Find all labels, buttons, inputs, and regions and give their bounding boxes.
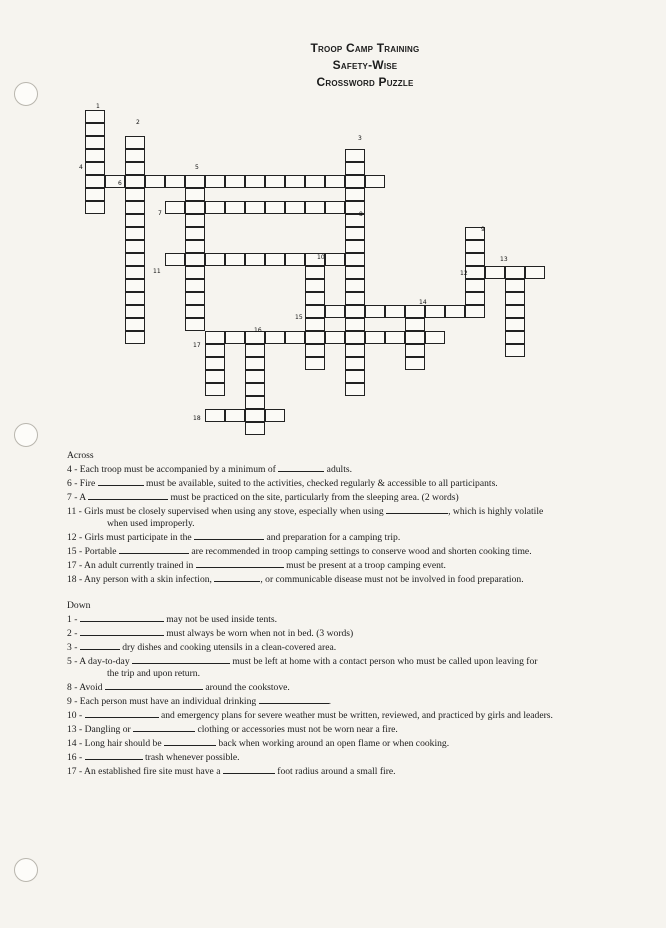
answer-blank[interactable]	[105, 680, 203, 690]
grid-cell[interactable]	[345, 162, 365, 175]
clue-text: may not be used inside tents.	[163, 614, 278, 625]
down-clue	[67, 640, 647, 654]
answer-blank[interactable]	[88, 490, 168, 500]
grid-cell[interactable]	[305, 331, 325, 344]
grid-cell[interactable]	[265, 175, 285, 188]
grid-cell[interactable]	[85, 136, 105, 149]
grid-cell[interactable]	[505, 279, 525, 292]
grid-cell[interactable]	[325, 201, 345, 214]
grid-cell[interactable]	[325, 331, 345, 344]
grid-cell[interactable]	[165, 175, 185, 188]
clue-list	[67, 450, 647, 778]
down-clue	[67, 736, 647, 750]
grid-cell[interactable]	[485, 266, 505, 279]
grid-cell[interactable]	[305, 201, 325, 214]
answer-blank[interactable]	[223, 764, 275, 774]
grid-cell[interactable]	[125, 136, 145, 149]
clue-text: clothing or accessories must not be worn near a fire.	[195, 724, 398, 735]
across-clue	[67, 572, 647, 586]
grid-cell[interactable]	[505, 292, 525, 305]
grid-cell[interactable]	[365, 305, 385, 318]
clue-number-label: 9	[481, 226, 485, 233]
binder-hole	[14, 423, 38, 447]
clue-text: 17 - An established fire site must have a	[67, 766, 223, 777]
grid-cell[interactable]	[405, 305, 425, 318]
grid-cell[interactable]	[345, 318, 365, 331]
clue-text: , which is highly volatile	[448, 506, 544, 517]
answer-blank[interactable]	[164, 736, 216, 746]
grid-cell[interactable]	[125, 175, 145, 188]
grid-cell[interactable]	[345, 331, 365, 344]
grid-cell[interactable]	[345, 279, 365, 292]
grid-cell[interactable]	[185, 240, 205, 253]
clue-text: foot radius around a small fire.	[274, 766, 396, 777]
across-clue	[67, 462, 647, 476]
grid-cell[interactable]	[345, 253, 365, 266]
grid-cell[interactable]	[345, 357, 365, 370]
clue-number-label: 8	[359, 211, 363, 218]
grid-cell[interactable]	[205, 370, 225, 383]
grid-cell[interactable]	[125, 188, 145, 201]
grid-cell[interactable]	[205, 253, 225, 266]
grid-cell[interactable]	[265, 331, 285, 344]
grid-cell[interactable]	[245, 422, 265, 435]
grid-cell[interactable]	[385, 305, 405, 318]
clue-text: .	[328, 696, 331, 707]
clue-text: and preparation for a camping trip.	[264, 532, 401, 543]
grid-cell[interactable]	[185, 253, 205, 266]
answer-blank[interactable]	[196, 558, 284, 568]
grid-cell[interactable]	[285, 201, 305, 214]
clue-text: back when working around an open flame or when cooking.	[216, 738, 450, 749]
grid-cell[interactable]	[465, 279, 485, 292]
grid-cell[interactable]	[345, 292, 365, 305]
grid-cell[interactable]	[305, 266, 325, 279]
grid-cell[interactable]	[345, 227, 365, 240]
clue-text: 15 - Portable	[67, 546, 119, 557]
clue-text: trash whenever possible.	[142, 752, 240, 763]
clue-number-label: 5	[195, 164, 199, 171]
clue-text: 5 - A day-to-day	[67, 656, 133, 667]
grid-cell[interactable]	[345, 149, 365, 162]
clue-text: and emergency plans for severe weather must be written, reviewed, and practiced by girls and leaders.	[158, 710, 553, 721]
across-clue	[67, 530, 647, 544]
clue-text: 8 - Avoid	[67, 682, 105, 693]
clue-number-label: 15	[295, 314, 303, 321]
clue-text: 9 - Each person must have an individual drinking	[67, 696, 259, 707]
across-clue	[67, 504, 647, 518]
grid-cell[interactable]	[425, 331, 445, 344]
grid-cell[interactable]	[245, 201, 265, 214]
clue-number-label: 16	[254, 327, 262, 334]
grid-cell[interactable]	[405, 331, 425, 344]
grid-cell[interactable]	[505, 305, 525, 318]
down-clue	[67, 626, 647, 640]
clue-number-label: 7	[158, 210, 162, 217]
grid-cell[interactable]	[125, 149, 145, 162]
grid-cell[interactable]	[405, 344, 425, 357]
clue-text: 16 -	[67, 752, 85, 763]
grid-cell[interactable]	[245, 357, 265, 370]
answer-blank[interactable]	[259, 694, 329, 704]
clue-text: 7 - A	[67, 492, 89, 503]
grid-cell[interactable]	[365, 331, 385, 344]
clue-text: 12 - Girls must participate in the	[67, 532, 195, 543]
answer-blank[interactable]	[80, 612, 164, 622]
clue-text: 1 -	[67, 614, 80, 625]
grid-cell[interactable]	[265, 253, 285, 266]
down-clues	[67, 612, 647, 778]
answer-blank[interactable]	[278, 462, 324, 472]
clue-text: 13 - Dangling or	[67, 724, 134, 735]
answer-blank[interactable]	[85, 750, 143, 760]
grid-cell[interactable]	[145, 175, 165, 188]
grid-cell[interactable]	[125, 253, 145, 266]
grid-cell[interactable]	[465, 240, 485, 253]
clue-number-label: 13	[500, 256, 508, 263]
clue-text: 18 - Any person with a skin infection,	[67, 574, 215, 585]
answer-blank[interactable]	[214, 572, 260, 582]
across-clue	[67, 490, 647, 504]
grid-cell[interactable]	[85, 149, 105, 162]
grid-cell[interactable]	[85, 123, 105, 136]
grid-cell[interactable]	[185, 175, 205, 188]
grid-cell[interactable]	[85, 110, 105, 123]
across-clue	[67, 476, 647, 490]
grid-cell[interactable]	[185, 318, 205, 331]
grid-cell[interactable]	[525, 266, 545, 279]
clue-number-label: 3	[358, 135, 362, 142]
grid-cell[interactable]	[205, 175, 225, 188]
answer-blank[interactable]	[119, 544, 189, 554]
clue-text: , or communicable disease must not be involved in food preparation.	[260, 574, 524, 585]
grid-cell[interactable]	[85, 201, 105, 214]
clue-text: the trip and upon return.	[107, 668, 200, 679]
grid-cell[interactable]	[325, 253, 345, 266]
grid-cell[interactable]	[125, 227, 145, 240]
grid-cell[interactable]	[425, 305, 445, 318]
clue-number-label: 2	[136, 119, 140, 126]
grid-cell[interactable]	[245, 344, 265, 357]
grid-cell[interactable]	[185, 292, 205, 305]
clue-text: 4 - Each troop must be accompanied by a minimum of	[67, 464, 279, 475]
grid-cell[interactable]	[465, 253, 485, 266]
down-heading: Down	[67, 600, 91, 611]
grid-cell[interactable]	[245, 253, 265, 266]
grid-cell[interactable]	[325, 175, 345, 188]
grid-cell[interactable]	[285, 253, 305, 266]
clue-number-label: 1	[96, 103, 100, 110]
clue-text: 14 - Long hair should be	[67, 738, 164, 749]
down-clue	[67, 680, 647, 694]
grid-cell[interactable]	[285, 331, 305, 344]
grid-cell[interactable]	[125, 162, 145, 175]
grid-cell[interactable]	[265, 201, 285, 214]
grid-cell[interactable]	[505, 331, 525, 344]
clue-text: dry dishes and cooking utensils in a clean-covered area.	[119, 642, 337, 653]
binder-hole	[14, 858, 38, 882]
clue-text: 2 -	[67, 628, 80, 639]
grid-cell[interactable]	[125, 331, 145, 344]
grid-cell[interactable]	[305, 318, 325, 331]
down-clue	[67, 764, 647, 778]
grid-cell[interactable]	[285, 175, 305, 188]
clue-number-label: 12	[460, 270, 468, 277]
grid-cell[interactable]	[185, 227, 205, 240]
answer-blank[interactable]	[133, 722, 195, 732]
grid-cell[interactable]	[245, 409, 265, 422]
grid-cell[interactable]	[345, 305, 365, 318]
grid-cell[interactable]	[125, 305, 145, 318]
grid-cell[interactable]	[85, 188, 105, 201]
grid-cell[interactable]	[345, 370, 365, 383]
grid-cell[interactable]	[305, 292, 325, 305]
grid-cell[interactable]	[185, 188, 205, 201]
clue-number-label: 11	[153, 268, 161, 275]
grid-cell[interactable]	[125, 318, 145, 331]
grid-cell[interactable]	[345, 344, 365, 357]
grid-cell[interactable]	[185, 214, 205, 227]
grid-cell[interactable]	[205, 357, 225, 370]
clue-number-label: 4	[79, 164, 83, 171]
answer-blank[interactable]	[194, 530, 264, 540]
grid-cell[interactable]	[205, 383, 225, 396]
answer-blank[interactable]	[85, 708, 159, 718]
grid-cell[interactable]	[125, 214, 145, 227]
clue-text: 17 - An adult currently trained in	[67, 560, 196, 571]
grid-cell[interactable]	[465, 305, 485, 318]
down-clue	[67, 722, 647, 736]
down-clue	[67, 750, 647, 764]
title-line-1: Troop Camp Training	[310, 41, 420, 55]
clue-text: must be available, suited to the activities, checked regularly & accessible to all participants.	[143, 478, 498, 489]
grid-cell[interactable]	[205, 344, 225, 357]
grid-cell[interactable]	[165, 253, 185, 266]
clue-number-label: 10	[317, 254, 325, 261]
clue-text: 6 - Fire	[67, 478, 98, 489]
grid-cell[interactable]	[505, 344, 525, 357]
down-clue	[67, 708, 647, 722]
grid-cell[interactable]	[405, 357, 425, 370]
binder-hole	[14, 82, 38, 106]
grid-cell[interactable]	[225, 253, 245, 266]
grid-cell[interactable]	[205, 331, 225, 344]
grid-cell[interactable]	[325, 305, 345, 318]
clue-number-label: 6	[118, 180, 122, 187]
grid-cell[interactable]	[465, 266, 485, 279]
grid-cell[interactable]	[185, 266, 205, 279]
across-clues	[67, 462, 647, 586]
grid-cell[interactable]	[445, 305, 465, 318]
grid-cell[interactable]	[345, 383, 365, 396]
grid-cell[interactable]	[225, 175, 245, 188]
grid-cell[interactable]	[205, 409, 225, 422]
clue-text: 11 - Girls must be closely supervised when using any stove, especially when using	[67, 506, 387, 517]
grid-cell[interactable]	[225, 409, 245, 422]
grid-cell[interactable]	[125, 201, 145, 214]
grid-cell[interactable]	[505, 266, 525, 279]
clue-text: must be practiced on the site, particularly from the sleeping area. (2 words)	[168, 492, 459, 503]
grid-cell[interactable]	[225, 331, 245, 344]
grid-cell[interactable]	[385, 331, 405, 344]
grid-cell[interactable]	[205, 201, 225, 214]
grid-cell[interactable]	[185, 201, 205, 214]
grid-cell[interactable]	[185, 305, 205, 318]
grid-cell[interactable]	[305, 344, 325, 357]
across-clue	[67, 558, 647, 572]
across-clue	[67, 518, 647, 530]
across-heading: Across	[67, 450, 94, 461]
grid-cell[interactable]	[125, 279, 145, 292]
grid-cell[interactable]	[305, 175, 325, 188]
clue-number-label: 17	[193, 342, 201, 349]
answer-blank[interactable]	[98, 476, 144, 486]
grid-cell[interactable]	[345, 266, 365, 279]
grid-cell[interactable]	[405, 318, 425, 331]
clue-text: 3 -	[67, 642, 80, 653]
clue-number-label: 18	[193, 415, 201, 422]
down-clue	[67, 694, 647, 708]
grid-cell[interactable]	[305, 305, 325, 318]
grid-cell[interactable]	[465, 292, 485, 305]
grid-cell[interactable]	[305, 357, 325, 370]
answer-blank[interactable]	[80, 640, 120, 650]
clue-text: when used improperly.	[107, 518, 195, 529]
clue-text: must be left at home with a contact person who must be called upon leaving for	[230, 656, 538, 667]
clue-text: must always be worn when not in bed. (3 words)	[163, 628, 354, 639]
grid-cell[interactable]	[345, 175, 365, 188]
grid-cell[interactable]	[125, 240, 145, 253]
clue-text: are recommended in troop camping settings to conserve wood and shorten cooking time.	[188, 546, 532, 557]
grid-cell[interactable]	[185, 279, 205, 292]
grid-cell[interactable]	[245, 370, 265, 383]
grid-cell[interactable]	[245, 396, 265, 409]
grid-cell[interactable]	[85, 162, 105, 175]
clue-number-label: 14	[419, 299, 427, 306]
grid-cell[interactable]	[165, 201, 185, 214]
clue-text: around the cookstove.	[202, 682, 290, 693]
across-clue	[67, 544, 647, 558]
down-clue	[67, 668, 647, 680]
grid-cell[interactable]	[245, 175, 265, 188]
grid-cell[interactable]	[345, 240, 365, 253]
grid-cell[interactable]	[265, 409, 285, 422]
grid-cell[interactable]	[125, 292, 145, 305]
grid-cell[interactable]	[85, 175, 105, 188]
title-line-2: Safety-Wise	[332, 58, 398, 72]
answer-blank[interactable]	[80, 626, 164, 636]
answer-blank[interactable]	[132, 654, 230, 664]
grid-cell[interactable]	[105, 175, 125, 188]
clue-text: 10 -	[67, 710, 85, 721]
answer-blank[interactable]	[386, 504, 448, 514]
clue-text: must be present at a troop camping event.	[283, 560, 446, 571]
grid-cell[interactable]	[305, 279, 325, 292]
grid-cell[interactable]	[345, 188, 365, 201]
grid-cell[interactable]	[125, 266, 145, 279]
grid-cell[interactable]	[245, 383, 265, 396]
grid-cell[interactable]	[505, 318, 525, 331]
title-line-3: Crossword Puzzle	[316, 75, 414, 89]
grid-cell[interactable]	[365, 175, 385, 188]
clue-text: adults.	[324, 464, 352, 475]
down-clue	[67, 612, 647, 626]
down-clue	[67, 654, 647, 668]
grid-cell[interactable]	[225, 201, 245, 214]
